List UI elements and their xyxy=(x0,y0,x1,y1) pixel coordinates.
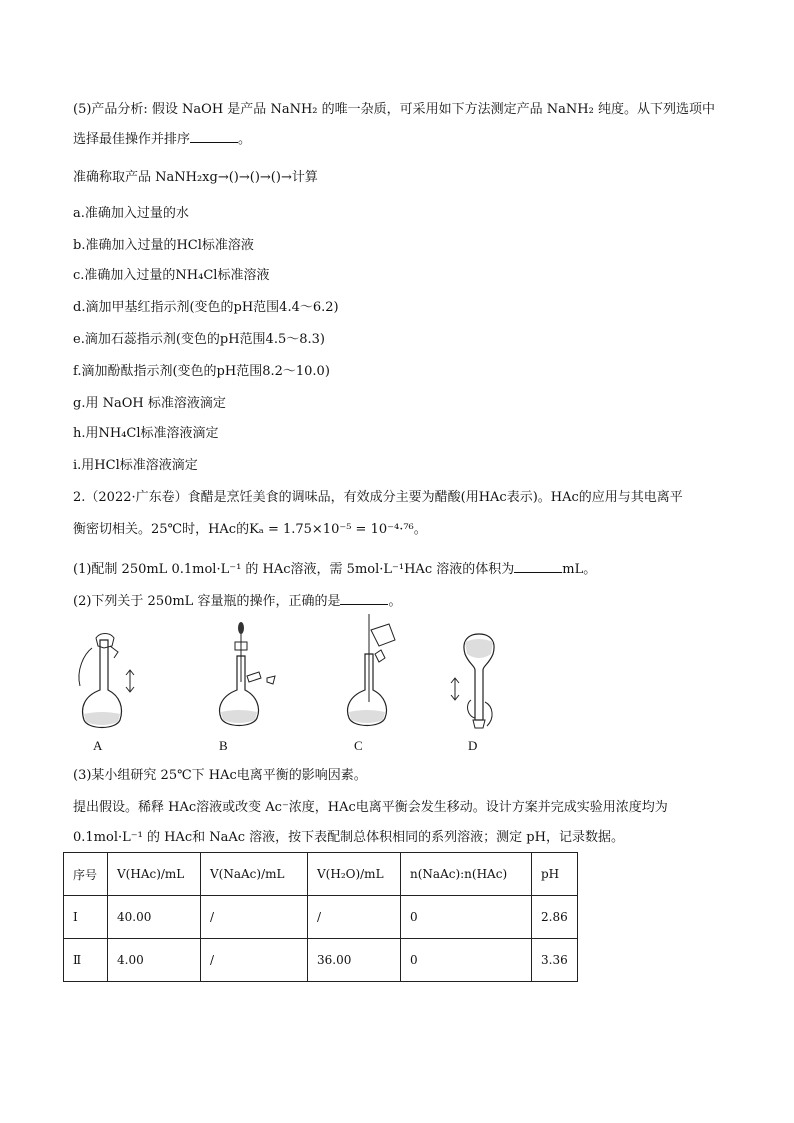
table-cell: 40.00 xyxy=(108,896,201,939)
option-h: h.用NH₄Cl标准溶液滴定 xyxy=(73,426,219,441)
table-cell: 0 xyxy=(401,896,532,939)
q2-line1: 2.（2022·广东卷）食醋是烹饪美食的调味品，有效成分主要为醋酸(用HAc表示)。HAc的应用与其电离平 xyxy=(73,490,683,505)
header-index: 序号 xyxy=(64,853,108,896)
q5-flow: 准确称取产品 NaNH₂xg→()→()→()→计算 xyxy=(73,170,318,185)
table-cell: Ⅰ xyxy=(64,896,108,939)
q5-intro: (5)产品分析: 假设 NaOH 是产品 NaNH₂ 的唯一杂质，可采用如下方法测定产品 NaNH₂ 纯度。从下列选项中 xyxy=(73,102,715,117)
header-v-h2o: V(H₂O)/mL xyxy=(308,853,401,896)
q2-part2 xyxy=(73,592,401,612)
q5-intro-2 xyxy=(73,130,251,150)
fig-label-c: C xyxy=(354,738,363,753)
flask-a-illustration xyxy=(70,630,140,740)
table-row xyxy=(64,896,578,939)
fig-label-a: A xyxy=(93,738,103,753)
option-b: b.准确加入过量的HCl标准溶液 xyxy=(73,238,254,253)
header-ratio: n(NaAc):n(HAc) xyxy=(401,853,532,896)
table-cell: 0 xyxy=(401,939,532,982)
table-cell: 2.86 xyxy=(532,896,578,939)
header-v-hac: V(HAc)/mL xyxy=(108,853,201,896)
table-cell: 3.36 xyxy=(532,939,578,982)
q2-part1-text: (1)配制 250mL 0.1mol·L⁻¹ 的 HAc溶液，需 5mol·L⁻¹HAc 溶液的体积为 xyxy=(73,562,515,577)
q2-part1 xyxy=(73,560,596,580)
option-e: e.滴加石蕊指示剂(变色的pH范围4.5～8.3) xyxy=(73,332,325,347)
flask-d-illustration xyxy=(445,630,525,740)
q2-part1-unit: mL。 xyxy=(562,562,597,577)
option-g: g.用 NaOH 标准溶液滴定 xyxy=(73,396,226,411)
data-table xyxy=(63,852,578,982)
answer-blank[interactable] xyxy=(340,592,388,605)
table-cell: 36.00 xyxy=(308,939,401,982)
flask-c-illustration xyxy=(335,610,415,740)
q2-part2-end: 。 xyxy=(388,594,402,609)
table-cell: / xyxy=(308,896,401,939)
answer-blank[interactable] xyxy=(514,560,562,573)
q2-part3: (3)某小组研究 25℃下 HAc电离平衡的影响因素。 xyxy=(73,768,367,783)
q2-line2: 衡密切相关。25℃时，HAc的Kₐ = 1.75×10⁻⁵ = 10⁻⁴·⁷⁶。 xyxy=(73,522,427,537)
option-f: f.滴加酚酞指示剂(变色的pH范围8.2～10.0) xyxy=(73,364,330,379)
fig-label-d: D xyxy=(468,738,478,753)
answer-blank[interactable] xyxy=(190,130,238,143)
q2-part2-text: (2)下列关于 250mL 容量瓶的操作，正确的是 xyxy=(73,594,341,609)
table-cell: Ⅱ xyxy=(64,939,108,982)
flask-b-illustration xyxy=(205,620,285,740)
q5-intro-end: 。 xyxy=(238,132,252,147)
table-cell: 4.00 xyxy=(108,939,201,982)
header-v-naac: V(NaAc)/mL xyxy=(201,853,308,896)
table-cell: / xyxy=(201,896,308,939)
flask-operations-figure xyxy=(60,620,580,760)
q2-part3-hypothesis: 提出假设。稀释 HAc溶液或改变 Ac⁻浓度，HAc电离平衡会发生移动。设计方案并完成实验用浓度均为 xyxy=(73,800,668,815)
table-cell: / xyxy=(201,939,308,982)
table-row xyxy=(64,939,578,982)
option-i: i.用HCl标准溶液滴定 xyxy=(73,458,198,473)
option-d: d.滴加甲基红指示剂(变色的pH范围4.4～6.2) xyxy=(73,300,339,315)
table-header-row xyxy=(64,853,578,896)
option-a: a.准确加入过量的水 xyxy=(73,206,189,221)
option-c: c.准确加入过量的NH₄Cl标准溶液 xyxy=(73,268,270,283)
header-ph: pH xyxy=(532,853,578,896)
fig-label-b: B xyxy=(219,738,228,753)
q2-part3-method: 0.1mol·L⁻¹ 的 HAc和 NaAc 溶液，按下表配制总体积相同的系列溶液；测定 pH，记录数据。 xyxy=(73,830,624,845)
q5-intro-text: 选择最佳操作并排序 xyxy=(73,132,191,147)
